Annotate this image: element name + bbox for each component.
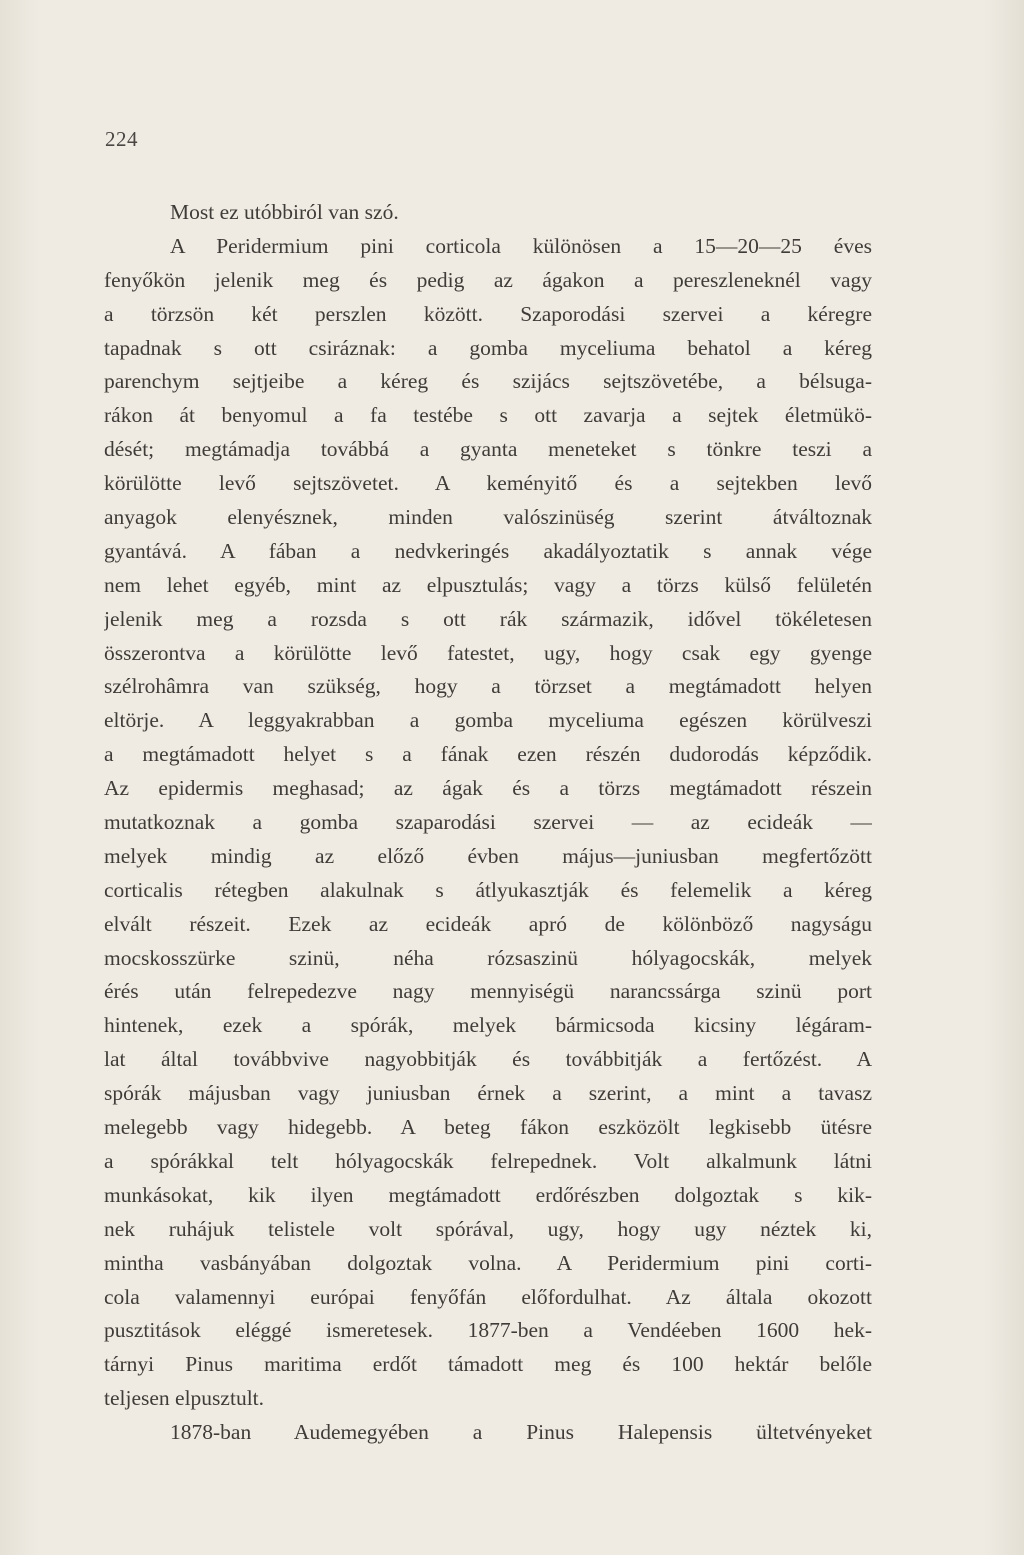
text-line: rákon át benyomul a fa testébe s ott zavarja a sejtek életmükö- xyxy=(104,403,872,428)
text-line: pusztitások eléggé ismeretesek. 1877-ben a Vendéeben 1600 hek- xyxy=(104,1318,872,1343)
text-line: hintenek, ezek a spórák, melyek bármicsoda kicsiny légáram- xyxy=(104,1013,872,1038)
text-line: összerontva a körülötte levő fatestet, ugy, hogy csak egy gyenge xyxy=(104,640,872,665)
text-line: melyek mindig az előző évben május—juniusban megfertőzött xyxy=(104,843,872,868)
text-line: nek ruhájuk telistele volt spórával, ugy, hogy ugy néztek ki, xyxy=(104,1216,872,1241)
text-line: gyantává. A fában a nedvkeringés akadályoztatik s annak vége xyxy=(104,538,872,563)
text-line: körülötte levő sejtszövetet. A keményitő és a sejtekben levő xyxy=(104,471,872,496)
text-line: tapadnak s ott csiráznak: a gomba myceliuma behatol a kéreg xyxy=(104,335,872,360)
text-line: spórák májusban vagy juniusban érnek a szerint, a mint a tavasz xyxy=(104,1081,872,1106)
text-line: teljesen elpusztult. xyxy=(104,1386,265,1411)
text-line: eltörje. A leggyakrabban a gomba myceliuma egészen körülveszi xyxy=(104,708,872,733)
text-line: tárnyi Pinus maritima erdőt támadott meg és 100 hektár belőle xyxy=(104,1352,872,1377)
text-line: jelenik meg a rozsda s ott rák származik, idővel tökéletesen xyxy=(104,606,872,631)
text-line: melegebb vagy hidegebb. A beteg fákon eszközölt legkisebb ütésre xyxy=(104,1115,872,1140)
text-line: érés után felrepedezve nagy mennyiségü narancssárga szinü port xyxy=(104,979,872,1004)
text-line: mocskosszürke szinü, néha rózsaszinü hólyagocskák, melyek xyxy=(104,945,872,970)
text-line: nem lehet egyéb, mint az elpusztulás; vagy a törzs külső felületén xyxy=(104,572,872,597)
text-line: corticalis rétegben alakulnak s átlyukasztják és felemelik a kéreg xyxy=(104,877,872,902)
text-line: cola valamennyi európai fenyőfán előfordulhat. Az általa okozott xyxy=(104,1284,872,1309)
text-line: Most ez utóbbiról van szó. xyxy=(170,200,399,224)
text-line: mintha vasbányában dolgoztak volna. A Peridermium pini corti- xyxy=(104,1250,872,1275)
text-line: a spórákkal telt hólyagocskák felrepednek. Volt alkalmunk látni xyxy=(104,1148,872,1173)
text-line: lat által továbbvive nagyobbitják és továbbitják a fertőzést. A xyxy=(104,1047,872,1072)
text-line: Az epidermis meghasad; az ágak és a törzs megtámadott részein xyxy=(104,776,872,801)
text-line: A Peridermium pini corticola különösen a 15—20—25 éves xyxy=(170,233,872,258)
text-line: 1878-ban Audemegyében a Pinus Halepensis ültetvényeket xyxy=(170,1420,872,1445)
text-line: a törzsön két perszlen között. Szaporodási szervei a kéregre xyxy=(104,301,872,326)
text-line: fenyőkön jelenik meg és pedig az ágakon a pereszleneknél vagy xyxy=(104,267,872,292)
text-line: munkásokat, kik ilyen megtámadott erdőrészben dolgoztak s kik- xyxy=(104,1182,872,1207)
text-line: a megtámadott helyet s a fának ezen részén dudorodás képződik. xyxy=(104,742,872,767)
text-line: parenchym sejtjeibe a kéreg és szijács sejtszövetébe, a bélsuga- xyxy=(104,369,872,394)
body-text xyxy=(104,196,872,1450)
text-line: dését; megtámadja továbbá a gyanta meneteket s tönkre teszi a xyxy=(104,437,872,462)
text-line: elvált részeit. Ezek az ecideák apró de kölönböző nagyságu xyxy=(104,911,872,936)
text-line: mutatkoznak a gomba szaparodási szervei — az ecideák — xyxy=(104,810,872,835)
text-line: anyagok elenyésznek, minden valószinüség szerint átváltoznak xyxy=(104,505,872,530)
page-number: 224 xyxy=(105,127,138,151)
text-line: szélrohâmra van szükség, hogy a törzset a megtámadott helyen xyxy=(104,674,872,699)
